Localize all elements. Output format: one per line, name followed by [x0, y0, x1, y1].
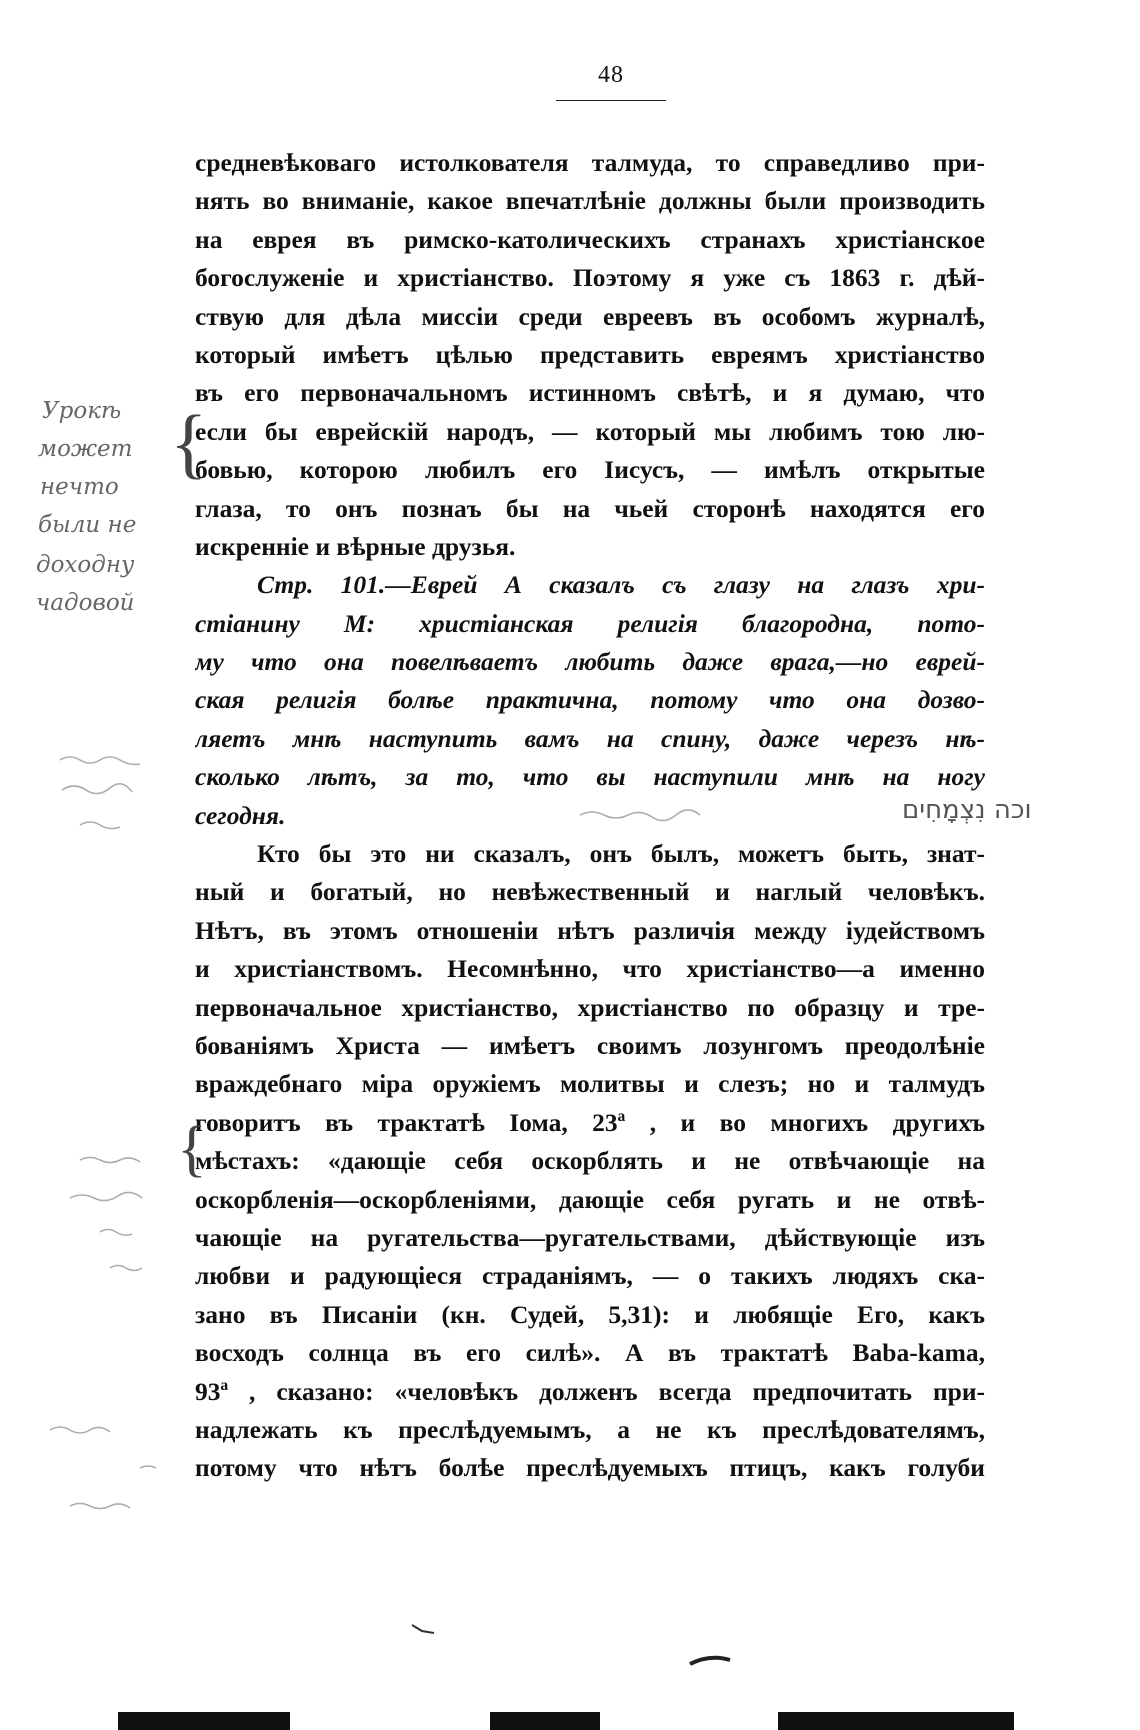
quote-line: сегодня. [195, 800, 286, 830]
text-line: враждебнаго міра оружіемъ молитвы и слезъ; но и талмудъ [195, 1069, 985, 1099]
text-line: первоначальное христіанство, христіанство по образцу и тре- [195, 992, 985, 1022]
text-line: если бы еврейскій народъ, — который мы любимъ тою лю- [195, 416, 985, 446]
text-line: въ его первоначальномъ истинномъ свѣтѣ, и я думаю, что [195, 378, 985, 408]
margin-note: Урокѣ [42, 398, 122, 424]
quote-line: му что она повелѣваетъ любить даже врага,—но еврей- [195, 647, 985, 677]
text-line: зано въ Писаніи (кн. Судей, 5,31): и любящіе Его, какъ [195, 1299, 985, 1329]
text-line: бовью, которою любилъ его Іисусъ, — имѣлъ открытые [195, 455, 985, 485]
margin-note: были не [38, 512, 137, 538]
scan-edge-marks [0, 1700, 1140, 1730]
paragraph-1 [195, 144, 985, 566]
text-line: который имѣетъ цѣлью представить евреямъ христіанство [195, 339, 985, 369]
text-line: чающіе на ругательства—ругательствами, дѣйствующіе изъ [195, 1222, 985, 1252]
text-line: бованіямъ Христа — имѣетъ своимъ лозунгомъ преодолѣніе [195, 1030, 985, 1060]
paragraph-2 [195, 835, 985, 1488]
quote-line: ская религія болѣе практична, потому что она дозво- [195, 685, 985, 715]
quote-line: сколько лѣтъ, за то, что вы наступили мнѣ на ногу [195, 762, 985, 792]
text-line: богослуженіе и христіанство. Поэтому я уже съ 1863 г. дѣй- [195, 263, 985, 293]
text-line: оскорбленія—оскорбленіями, дающіе себя ругать и не отвѣ- [195, 1184, 985, 1214]
margin-note: нечто [40, 474, 119, 500]
quote-line: ляетъ мнѣ наступить вамъ на спину, даже черезъ нѣ- [195, 723, 985, 753]
text-line: любви и радующіеся страданіямъ, — о такихъ людяхъ ска- [195, 1261, 985, 1291]
quote-line: стіанину М: христіанская религія благородна, пото- [195, 608, 985, 638]
text-line: потому что нѣтъ болѣе преслѣдуемыхъ птицъ, какъ голуби [195, 1453, 985, 1483]
margin-note: доходну [36, 552, 135, 578]
text-line: восходъ солнца въ его силѣ». А въ трактатѣ Baba-kama, [195, 1338, 985, 1368]
text-block [195, 144, 985, 1488]
text-line: на еврея въ римско-католическихъ странахъ христіанское [195, 224, 985, 254]
text-line: мѣстахъ: «дающіе себя оскорблять и не отвѣчающіе на [195, 1146, 985, 1176]
text-line: и христіанствомъ. Несомнѣнно, что христіанство—а именно [195, 954, 985, 984]
hebrew-note: וכה נִצְמָחִים [902, 795, 1032, 825]
text-line: Кто бы это ни сказалъ, онъ былъ, можетъ быть, знат- [257, 839, 985, 869]
margin-note: чадовой [36, 590, 135, 616]
text-line: 93ª , сказано: «человѣкъ долженъ всегда предпочитать при- [195, 1376, 985, 1406]
margin-brace: { [177, 1115, 207, 1183]
text-line: Нѣтъ, въ этомъ отношеніи нѣтъ различія между іудействомъ [195, 915, 985, 945]
text-line: надлежать къ преслѣдуемымъ, а не къ преслѣдователямъ, [195, 1414, 985, 1444]
text-line: ствую для дѣла миссіи среди евреевъ въ особомъ журналѣ, [195, 301, 985, 331]
text-line: говоритъ въ трактатѣ Іома, 23ª , и во многихъ другихъ [195, 1107, 985, 1137]
margin-brace: { [170, 399, 208, 486]
margin-note: может [38, 436, 133, 462]
text-line: нять во вниманіе, какое впечатлѣніе должны были производить [195, 186, 985, 216]
text-line: искренніе и вѣрные друзья. [195, 531, 516, 561]
page-number: 48 [598, 62, 624, 88]
page-number-rule [556, 100, 666, 101]
quote-paragraph [195, 566, 985, 835]
text-line: ный и богатый, но невѣжественный и наглый человѣкъ. [195, 877, 985, 907]
quote-line: Стр. 101.—Еврей А сказалъ съ глазу на глазъ хри- [257, 570, 985, 600]
text-line: средневѣковаго истолкователя талмуда, то справедливо при- [195, 148, 985, 177]
text-line: глаза, то онъ познаъ бы на чьей сторонѣ находятся его [195, 493, 985, 523]
